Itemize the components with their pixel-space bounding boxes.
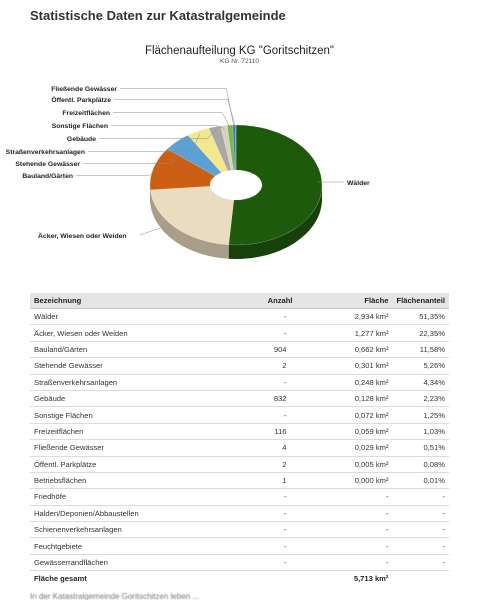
cell-flaeche: - bbox=[309, 489, 393, 505]
slice-label-8: Fließende Gewässer bbox=[51, 86, 117, 93]
cell-bezeichnung: Wälder bbox=[30, 309, 222, 325]
cell-flaechenanteil: - bbox=[392, 505, 449, 521]
footer-text-fragment: In der Katastralgemeinde Goritschitzen leben ... bbox=[30, 592, 199, 600]
cell-flaeche: - bbox=[309, 522, 393, 538]
cell-flaechenanteil: 0,51% bbox=[392, 440, 449, 456]
leader-line-8 bbox=[120, 89, 234, 129]
cell-flaeche: - bbox=[309, 505, 393, 521]
cell-bezeichnung: Äcker, Wiesen oder Weiden bbox=[30, 325, 222, 341]
cell-flaeche: - bbox=[309, 554, 393, 570]
cell-flaeche: 0,128 km² bbox=[309, 390, 393, 406]
slice-label-9: Öffentl. Parkplätze bbox=[51, 97, 111, 104]
table-total-row bbox=[30, 571, 449, 587]
slice-label-4: Straßenverkehrsanlagen bbox=[5, 149, 85, 156]
cell-flaechenanteil: 1,25% bbox=[392, 407, 449, 423]
slice-label-1: Äcker, Wiesen oder Weiden bbox=[38, 233, 127, 240]
table-row bbox=[30, 538, 449, 554]
cell-anzahl: 116 bbox=[222, 423, 309, 439]
cell-anzahl: - bbox=[222, 522, 309, 538]
cell-anzahl: 904 bbox=[222, 341, 309, 357]
cell-anzahl: 832 bbox=[222, 390, 309, 406]
cell-anzahl: - bbox=[222, 309, 309, 325]
col-header-anzahl: Anzahl bbox=[222, 293, 309, 309]
slice-label-5: Gebäude bbox=[66, 136, 96, 143]
cell-anzahl: - bbox=[222, 538, 309, 554]
table-row bbox=[30, 341, 449, 357]
area-table bbox=[30, 293, 449, 587]
cell-flaechenanteil: 4,34% bbox=[392, 374, 449, 390]
table-row bbox=[30, 554, 449, 570]
table-row bbox=[30, 407, 449, 423]
cell-flaeche: 2,934 km² bbox=[309, 309, 393, 325]
table-row bbox=[30, 489, 449, 505]
table-row bbox=[30, 423, 449, 439]
cell-bezeichnung: Sonstige Flächen bbox=[30, 407, 222, 423]
cell-anzahl: 1 bbox=[222, 472, 309, 488]
cell-flaechenanteil: - bbox=[392, 538, 449, 554]
page-title: Statistische Daten zur Katastralgemeinde bbox=[30, 8, 286, 23]
cell-anzahl: 4 bbox=[222, 440, 309, 456]
leader-line-2 bbox=[76, 169, 157, 175]
cell-flaeche: 1,277 km² bbox=[309, 325, 393, 341]
table-row bbox=[30, 390, 449, 406]
cell-bezeichnung: Betriebsflächen bbox=[30, 472, 222, 488]
table-row bbox=[30, 505, 449, 521]
cell-flaechenanteil: 11,58% bbox=[392, 341, 449, 357]
cell-flaeche: 0,301 km² bbox=[309, 358, 393, 374]
cell-bezeichnung: Öffentl. Parkplätze bbox=[30, 456, 222, 472]
cell-bezeichnung: Gewässerrandflächen bbox=[30, 554, 222, 570]
cell-flaeche: 0,662 km² bbox=[309, 341, 393, 357]
chart-subtitle: KG Nr. 72110 bbox=[220, 58, 259, 65]
slice-label-3: Stehende Gewässer bbox=[15, 161, 80, 168]
cell-flaechenanteil: 1,03% bbox=[392, 423, 449, 439]
cell-anzahl: - bbox=[222, 489, 309, 505]
table-row bbox=[30, 456, 449, 472]
total-flaeche: 5,713 km² bbox=[353, 574, 389, 584]
leader-line-6 bbox=[111, 126, 224, 129]
cell-flaeche: 0,000 km² bbox=[309, 472, 393, 488]
cell-bezeichnung: Friedhöfe bbox=[30, 489, 222, 505]
slice-label-2: Bauland/Gärten bbox=[22, 173, 73, 180]
table-row bbox=[30, 472, 449, 488]
slice-label-6: Sonstige Flächen bbox=[51, 123, 108, 130]
cell-flaeche: - bbox=[309, 538, 393, 554]
cell-anzahl: - bbox=[222, 374, 309, 390]
cell-anzahl: 2 bbox=[222, 456, 309, 472]
cell-anzahl: 2 bbox=[222, 358, 309, 374]
cell-bezeichnung: Schienenverkehrsanlagen bbox=[30, 522, 222, 538]
cell-flaechenanteil: - bbox=[392, 522, 449, 538]
cell-flaechenanteil: - bbox=[392, 489, 449, 505]
cell-bezeichnung: Freizeitflächen bbox=[30, 423, 222, 439]
slice-1 bbox=[150, 186, 234, 245]
total-anzahl bbox=[222, 571, 309, 587]
cell-flaechenanteil: 22,35% bbox=[392, 325, 449, 341]
cell-bezeichnung: Gebäude bbox=[30, 390, 222, 406]
table-row bbox=[30, 440, 449, 456]
leader-line-1 bbox=[140, 228, 160, 235]
cell-anzahl: - bbox=[222, 554, 309, 570]
col-header-flaeche: Fläche bbox=[309, 293, 393, 309]
cell-anzahl: - bbox=[222, 407, 309, 423]
cell-flaechenanteil: 0,08% bbox=[392, 456, 449, 472]
total-label: Fläche gesamt bbox=[34, 574, 87, 584]
cell-flaeche: 0,005 km² bbox=[309, 456, 393, 472]
cell-anzahl: - bbox=[222, 325, 309, 341]
leader-line-9 bbox=[114, 100, 236, 129]
slice-label-7: Freizeitflächen bbox=[62, 110, 110, 117]
cell-flaeche: 0,029 km² bbox=[309, 440, 393, 456]
table-row bbox=[30, 325, 449, 341]
cell-bezeichnung: Straßenverkehrsanlagen bbox=[30, 374, 222, 390]
cell-bezeichnung: Fließende Gewässer bbox=[30, 440, 222, 456]
cell-flaechenanteil: 2,23% bbox=[392, 390, 449, 406]
col-header-flaechenanteil: Flächenanteil bbox=[392, 293, 449, 309]
cell-flaeche: 0,059 km² bbox=[309, 423, 393, 439]
cell-flaeche: 0,248 km² bbox=[309, 374, 393, 390]
cell-flaechenanteil: 0,01% bbox=[392, 472, 449, 488]
table-row bbox=[30, 358, 449, 374]
cell-bezeichnung: Halden/Deponien/Abbaustellen bbox=[30, 505, 222, 521]
cell-bezeichnung: Bauland/Gärten bbox=[30, 341, 222, 357]
table-row bbox=[30, 522, 449, 538]
cell-flaeche: 0,072 km² bbox=[309, 407, 393, 423]
cell-bezeichnung: Feuchtgebiete bbox=[30, 538, 222, 554]
chart-title: Flächenaufteilung KG "Goritschitzen" bbox=[144, 45, 335, 57]
table-row bbox=[30, 309, 449, 325]
donut-chart bbox=[0, 70, 479, 285]
cell-flaechenanteil: - bbox=[392, 554, 449, 570]
table-row bbox=[30, 374, 449, 390]
total-anteil bbox=[392, 571, 449, 587]
cell-anzahl: - bbox=[222, 505, 309, 521]
table-header-row bbox=[30, 293, 449, 309]
leader-line-7 bbox=[113, 113, 230, 129]
cell-flaechenanteil: 5,26% bbox=[392, 358, 449, 374]
cell-bezeichnung: Stehende Gewässer bbox=[30, 358, 222, 374]
col-header-bezeichnung: Bezeichnung bbox=[30, 293, 222, 309]
cell-flaechenanteil: 51,35% bbox=[392, 309, 449, 325]
slice-label-0: Wälder bbox=[347, 180, 370, 187]
